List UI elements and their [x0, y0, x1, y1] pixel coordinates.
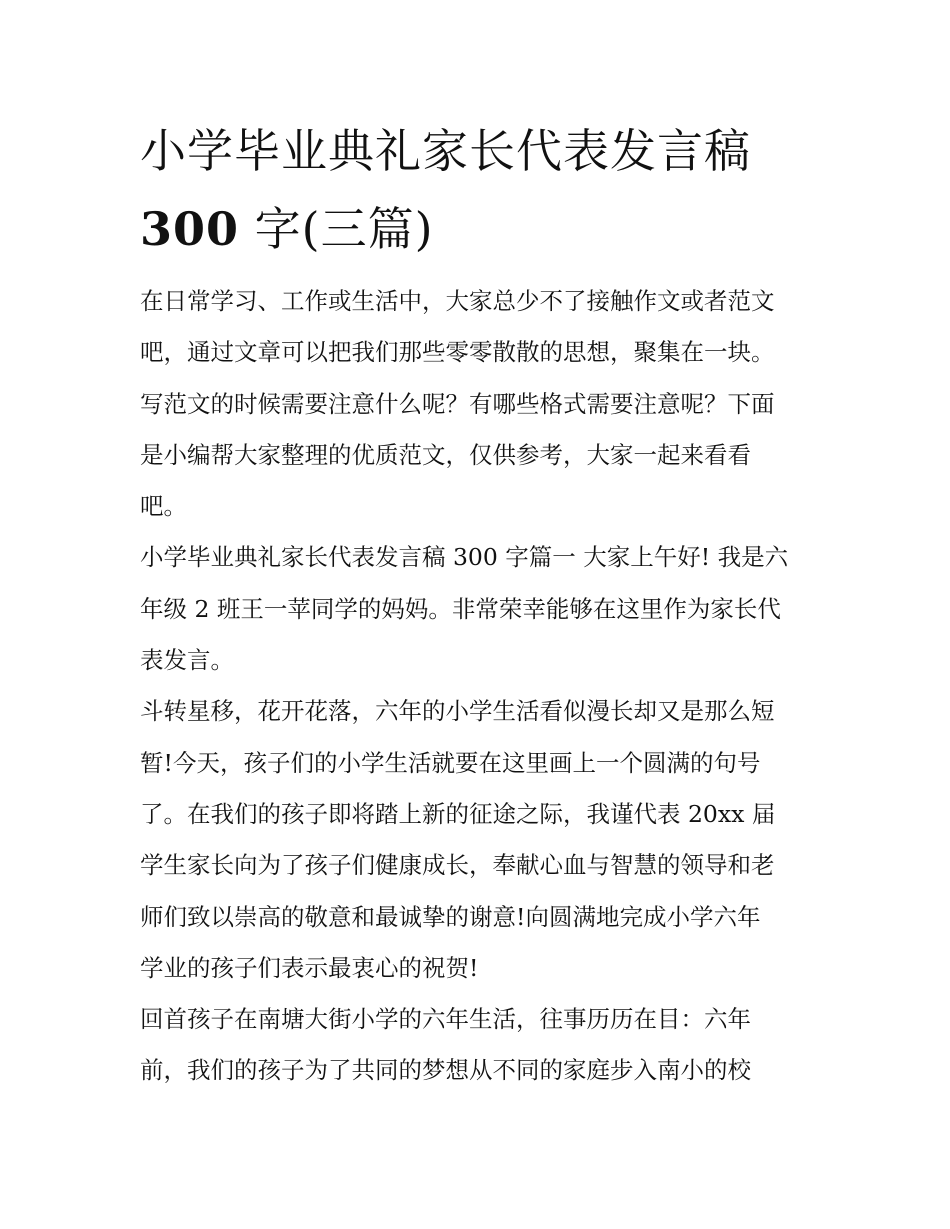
text-line: 学业的孩子们表示最衷心的祝贺! [140, 953, 479, 982]
text-line: 是小编帮大家整理的优质范文，仅供参考，大家一起来看看 [140, 440, 751, 469]
title-number: 300 [140, 202, 240, 256]
document-title [140, 112, 820, 268]
text-line: 表发言。 [140, 646, 234, 675]
text-line: 在日常学习、工作或生活中，大家总少不了接触作文或者范文 [140, 287, 775, 315]
text-line: 吧。 [140, 492, 187, 521]
text-line: 了。在我们的孩子即将踏上新的征途之际，我谨代表 20xx 届 [140, 799, 776, 828]
paragraph-greeting [140, 532, 820, 686]
text-line: 斗转星移，花开花落，六年的小学生活看似漫长却又是那么短 [140, 697, 775, 726]
paragraph-gratitude [140, 686, 820, 994]
title-line-2 [140, 190, 820, 268]
text-line: 前，我们的孩子为了共同的梦想从不同的家庭步入南小的校 [140, 1056, 751, 1085]
text-line: 回首孩子在南塘大街小学的六年生活，往事历历在目：六年 [140, 1005, 751, 1034]
text-line: 学生家长向为了孩子们健康成长，奉献心血与智慧的领导和老 [140, 851, 775, 880]
text-line: 吧，通过文章可以把我们那些零零散散的思想，聚集在一块。 [140, 338, 775, 367]
text-line: 暂!今天，孩子们的小学生活就要在这里画上一个圆满的句号 [140, 748, 761, 777]
text-line: 小学毕业典礼家长代表发言稿 300 字篇一 大家上午好! 我是六 [140, 543, 789, 572]
title-suffix: 字(三篇) [239, 202, 434, 256]
text-line: 年级 2 班王一苹同学的妈妈。非常荣幸能够在这里作为家长代 [140, 594, 781, 623]
text-line: 写范文的时候需要注意什么呢？有哪些格式需要注意呢？下面 [140, 389, 775, 418]
title-line-1: 小学毕业典礼家长代表发言稿 [140, 124, 751, 178]
text-line: 师们致以崇高的敬意和最诚挚的谢意!向圆满地完成小学六年 [140, 902, 761, 931]
document-body [140, 276, 820, 1097]
paragraph-intro [140, 276, 820, 532]
paragraph-memories [140, 994, 820, 1097]
